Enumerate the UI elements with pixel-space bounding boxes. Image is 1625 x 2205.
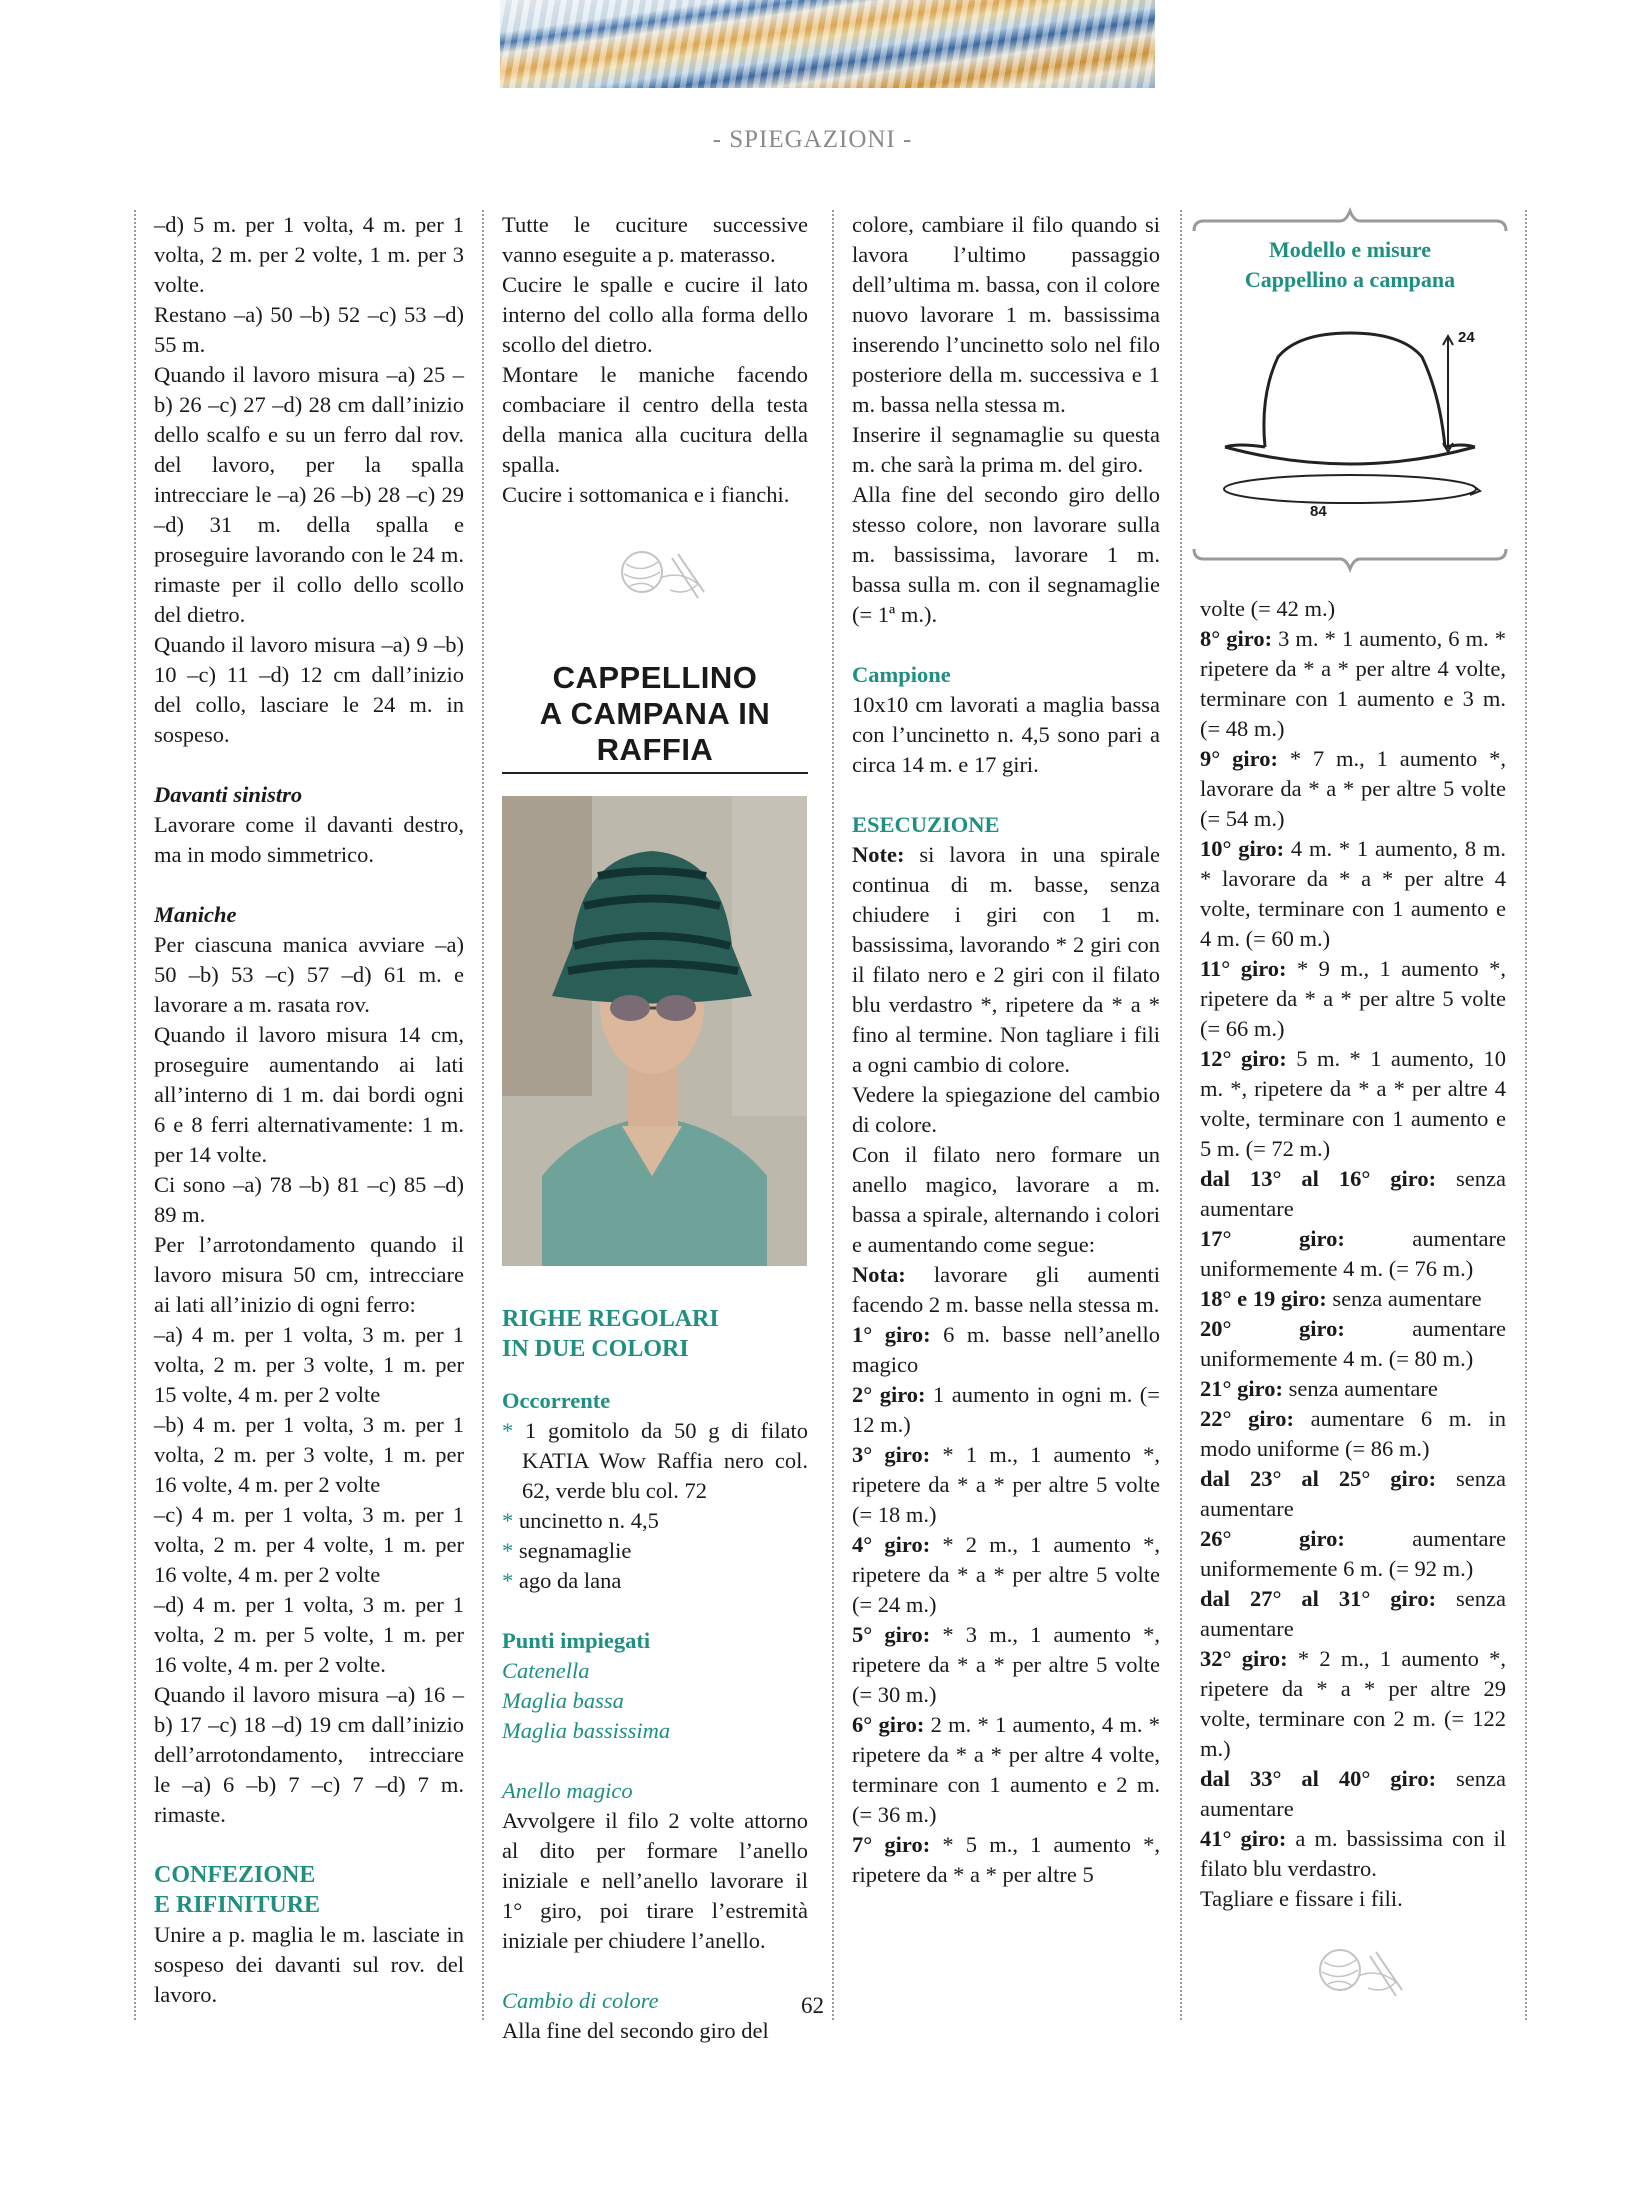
round-instruction: [1200, 1404, 1506, 1464]
list-item: * 1 gomitolo da 50 g di filato KATIA Wow Raffia nero col. 62, verde blu col. 72: [502, 1418, 809, 1503]
round-instruction: [1200, 1044, 1506, 1164]
pattern-title-line-1: CAPPELLINO: [552, 660, 758, 695]
subheading-anello: Anello magico: [502, 1778, 633, 1803]
round-label: 12° giro:: [1200, 1046, 1287, 1071]
stitch-name: Maglia bassissima: [502, 1718, 671, 1743]
paragraph: Quando il lavoro misura –a) 16 –b) 17 –c) 18 –d) 19 cm dall’inizio dell’arrotondamento, intrecciare le –a) 6 –b) 7 –c) 7 –d) 7 m. rimaste.: [154, 1682, 464, 1827]
section-title: - SPIEGAZIONI -: [712, 126, 913, 153]
subheading-cambio: Cambio di colore: [502, 1988, 659, 2013]
column-rule: [1525, 210, 1527, 2020]
round-text: senza aumentare: [1200, 1586, 1506, 1641]
round-instruction: [852, 1530, 1160, 1620]
column-3: [852, 210, 1160, 1890]
model-box-title: [1190, 235, 1510, 295]
round-label: 1° giro:: [852, 1322, 931, 1347]
paragraph: Cucire i sottomanica e i fianchi.: [502, 482, 790, 507]
round-label: 4° giro:: [852, 1532, 931, 1557]
round-instruction: [1200, 1464, 1506, 1524]
round-instruction: [852, 1830, 1160, 1890]
round-text: senza aumentare: [1282, 1376, 1438, 1401]
heading-rifiniture: E RIFINITURE: [154, 1892, 321, 1918]
dimension-height: 24: [1458, 329, 1475, 346]
round-label: 41° giro:: [1200, 1826, 1287, 1851]
round-label: 9° giro:: [1200, 746, 1278, 771]
paragraph: Quando il lavoro misura –a) 25 –b) 26 –c) 27 –d) 28 cm dall’inizio dello scalfo e su un ferro dal rov. del lavoro, per la spalla intrecciare le –a) 26 –b) 28 –c) 29 –d) 31 m. della spalla e proseguire lavorando con le 24 m. rimaste per il collo dello scollo del dietro.: [154, 362, 464, 627]
heading-due-colori: IN DUE COLORI: [502, 1336, 689, 1362]
round-text: 2 m. * 1 aumento, 4 m. * ripetere da * a * per altre 4 volte, terminare con 1 aumento e 2 m. (= 36 m.): [852, 1712, 1161, 1827]
paragraph: colore, cambiare il filo quando si lavora l’ultimo passaggio dell’ultima m. bassa, con il colore nuovo lavorare 1 m. bassissima inserendo l’uncinetto solo nel filo posteriore della m. successiva e 1 m. bassa nella stessa m.: [852, 212, 1160, 417]
stitch-name: Catenella: [502, 1658, 590, 1683]
round-label: 20° giro:: [1200, 1316, 1345, 1341]
round-label: 10° giro:: [1200, 836, 1285, 861]
round-text: * 7 m., 1 aumento *, lavorare da * a * per altre 5 volte (= 54 m.): [1200, 746, 1507, 831]
paragraph: [852, 840, 1160, 1080]
list-item: * uncinetto n. 4,5: [502, 1508, 659, 1533]
round-text: * 2 m., 1 aumento *, ripetere da * a * per altre 5 volte (= 24 m.): [852, 1532, 1160, 1617]
round-text: aumentare uniformemente 6 m. (= 92 m.): [1200, 1526, 1506, 1581]
title-underline: [502, 772, 808, 774]
paragraph: –c) 4 m. per 1 volta, 3 m. per 1 volta, 2 m. per 4 volte, 1 m. per 16 volte, 4 m. per 2 volte: [154, 1502, 464, 1587]
paragraph: Alla fine del secondo giro del: [502, 2018, 769, 2043]
round-label: 17° giro:: [1200, 1226, 1345, 1251]
round-label: 5° giro:: [852, 1622, 931, 1647]
paragraph: Per ciascuna manica avviare –a) 50 –b) 53 –c) 57 –d) 61 m. e lavorare a m. rasata rov.: [154, 932, 464, 1017]
round-text: senza aumentare: [1200, 1766, 1506, 1821]
column-rule: [832, 210, 834, 2020]
round-text: senza aumentare: [1200, 1166, 1506, 1221]
list-item: * ago da lana: [502, 1568, 622, 1593]
round-label: 2° giro:: [852, 1382, 926, 1407]
paragraph: Per l’arrotondamento quando il lavoro misura 50 cm, intrecciare ai lati all’inizio di ogni ferro:: [154, 1232, 464, 1317]
round-instruction: [1200, 1314, 1506, 1374]
stitch-name: Maglia bassa: [502, 1688, 624, 1713]
yarn-ball-ornament: [502, 540, 808, 610]
paragraph: –d) 5 m. per 1 volta, 4 m. per 1 volta, 2 m. per 2 volte, 1 m. per 3 volte.: [154, 212, 464, 297]
round-text: * 1 m., 1 aumento *, ripetere da * a * per altre 5 volte (= 18 m.): [852, 1442, 1160, 1527]
round-instruction: [852, 1440, 1160, 1530]
round-instruction: [852, 1710, 1160, 1830]
paragraph: Ci sono –a) 78 –b) 81 –c) 85 –d) 89 m.: [154, 1172, 464, 1227]
column-rule: [482, 210, 484, 2020]
heading-righe: RIGHE REGOLARI: [502, 1306, 719, 1332]
round-text: aumentare uniformemente 4 m. (= 76 m.): [1200, 1226, 1506, 1281]
list-item-text: ago da lana: [518, 1568, 622, 1593]
subheading-davanti-sinistro: Davanti sinistro: [154, 782, 303, 807]
list-item-text: segnamaglie: [518, 1538, 632, 1563]
subheading-occorrente: Occorrente: [502, 1388, 611, 1413]
round-label: 21° giro:: [1200, 1376, 1283, 1401]
dimension-width: 84: [1310, 503, 1327, 520]
column-rule: [1180, 210, 1182, 2020]
round-text: * 5 m., 1 aumento *, ripetere da * a * per altre 5: [852, 1832, 1160, 1887]
paragraph: Lavorare come il davanti destro, ma in modo simmetrico.: [154, 812, 464, 867]
paragraph: –b) 4 m. per 1 volta, 3 m. per 1 volta, 2 m. per 3 volte, 1 m. per 16 volte, 4 m. per 2 volte: [154, 1412, 464, 1497]
round-text: aumentare uniformemente 4 m. (= 80 m.): [1200, 1316, 1506, 1371]
paragraph: 10x10 cm lavorati a maglia bassa con l’uncinetto n. 4,5 sono pari a circa 14 m. e 17 giri.: [852, 692, 1160, 777]
round-label: 22° giro:: [1200, 1406, 1294, 1431]
page-number: 62: [801, 1993, 824, 2018]
note-text: lavorare gli aumenti facendo 2 m. basse nella stessa m.: [852, 1262, 1160, 1317]
note-text: si lavora in una spirale continua di m. basse, senza chiudere i giri con 1 m. bassissima, lavorando * 2 giri con il filato nero e 2 giri con il filato blu verdastro *, ripetere da * a * fino al termine. Non tagliare i fili a ogni cambio di colore.: [852, 842, 1160, 1077]
paragraph: Unire a p. maglia le m. lasciate in sospeso dei davanti sul rov. del lavoro.: [154, 1922, 464, 2007]
round-text: * 2 m., 1 aumento *, ripetere da * a * per altre 29 volte, terminare con 2 m. (= 122 m.): [1200, 1646, 1506, 1761]
column-rule: [134, 210, 136, 2020]
round-text: * 9 m., 1 aumento *, ripetere da * a * per altre 5 volte (= 66 m.): [1200, 956, 1506, 1041]
round-instruction: [1200, 744, 1506, 834]
paragraph: Tagliare e fissare i fili.: [1200, 1886, 1403, 1911]
list-item-text: 1 gomitolo da 50 g di filato KATIA Wow Raffia nero col. 62, verde blu col. 72: [522, 1418, 809, 1503]
round-instruction: [1200, 624, 1506, 744]
round-label: 11° giro:: [1200, 956, 1287, 981]
list-item: * segnamaglie: [502, 1538, 632, 1563]
model-box-title-line-2: Cappellino a campana: [1244, 267, 1456, 292]
list-item-text: uncinetto n. 4,5: [518, 1508, 659, 1533]
paragraph: Alla fine del secondo giro dello stesso colore, non lavorare sulla m. bassissima, lavorare 1 m. bassa sulla m. con il segnamaglie (= 1ª m.).: [852, 482, 1160, 627]
round-text: 4 m. * 1 aumento, 8 m. * lavorare da * a * per altre 4 volte, terminare con 1 aumento e 4 m. (= 60 m.): [1200, 836, 1507, 951]
round-instruction: [1200, 1224, 1506, 1284]
round-label: 18° e 19 giro:: [1200, 1286, 1327, 1311]
paragraph: Con il filato nero formare un anello magico, lavorare a m. bassa a spirale, alternando i colori e aumentando come segue:: [852, 1142, 1160, 1257]
heading-confezione: CONFEZIONE: [154, 1862, 316, 1888]
round-instruction: [1200, 1584, 1506, 1644]
round-instruction: [1200, 1524, 1506, 1584]
round-label: dal 13° al 16° giro:: [1200, 1166, 1437, 1191]
paragraph: Cucire le spalle e cucire il lato interno del collo alla forma dello scollo del dietro.: [502, 272, 808, 357]
round-label: 3° giro:: [852, 1442, 931, 1467]
paragraph: volte (= 42 m.): [1200, 596, 1336, 621]
paragraph: [852, 1260, 1160, 1320]
round-text: 6 m. basse nell’anello magico: [852, 1322, 1160, 1377]
round-label: 8° giro:: [1200, 626, 1273, 651]
round-text: aumentare 6 m. in modo uniforme (= 86 m.): [1200, 1406, 1506, 1461]
round-label: 32° giro:: [1200, 1646, 1288, 1671]
round-text: senza aumentare: [1200, 1466, 1506, 1521]
column-1: [154, 210, 464, 2010]
round-instruction: [1200, 1374, 1506, 1404]
round-text: senza aumentare: [1326, 1286, 1482, 1311]
round-label: 6° giro:: [852, 1712, 925, 1737]
column-4: [1200, 594, 1506, 2020]
round-instruction: [1200, 834, 1506, 954]
model-box-title-line-1: Modello e misure: [1268, 237, 1432, 262]
paragraph: Restano –a) 50 –b) 52 –c) 53 –d) 55 m.: [154, 302, 464, 357]
round-instruction: [1200, 1164, 1506, 1224]
pattern-title-line-2: A CAMPANA IN RAFFIA: [539, 696, 771, 767]
paragraph: –a) 4 m. per 1 volta, 3 m. per 1 volta, 2 m. per 3 volte, 1 m. per 15 volte, 4 m. per 2 volte: [154, 1322, 464, 1407]
round-text: 1 aumento in ogni m. (= 12 m.): [852, 1382, 1160, 1437]
model-photo: [502, 796, 807, 1266]
round-instruction: [1200, 1644, 1506, 1764]
note-label: Nota:: [852, 1262, 906, 1287]
heading-esecuzione: ESECUZIONE: [852, 812, 1000, 837]
knit-banner-image: [500, 0, 1155, 88]
round-label: 26° giro:: [1200, 1526, 1345, 1551]
subheading-maniche: Maniche: [154, 902, 237, 927]
note-label: Note:: [852, 842, 905, 867]
round-instruction: [852, 1320, 1160, 1380]
round-instruction: [1200, 954, 1506, 1044]
paragraph: Avvolgere il filo 2 volte attorno al dito per formare l’anello iniziale e nell’anello lavorare il 1° giro, poi tirare l’estremità iniziale per chiudere l’anello.: [502, 1808, 808, 1953]
round-instruction: [852, 1620, 1160, 1710]
round-text: 5 m. * 1 aumento, 10 m. *, ripetere da * a * per altre 4 volte, terminare con 1 aumento e 5 m. (= 72 m.): [1200, 1046, 1506, 1161]
round-instruction: [852, 1380, 1160, 1440]
round-text: * 3 m., 1 aumento *, ripetere da * a * per altre 5 volte (= 30 m.): [852, 1622, 1160, 1707]
round-label: dal 23° al 25° giro:: [1200, 1466, 1437, 1491]
column-2: [502, 210, 808, 2046]
subheading-campione: Campione: [852, 662, 951, 687]
round-label: dal 27° al 31° giro:: [1200, 1586, 1437, 1611]
round-instruction: [1200, 1824, 1506, 1884]
round-instruction: [1200, 1284, 1506, 1314]
paragraph: Tutte le cuciture successive vanno eseguite a p. materasso.: [502, 212, 808, 267]
paragraph: –d) 4 m. per 1 volta, 3 m. per 1 volta, 2 m. per 5 volte, 1 m. per 16 volte, 4 m. per 2 volte.: [154, 1592, 464, 1677]
paragraph: Quando il lavoro misura –a) 9 –b) 10 –c) 11 –d) 12 cm dall’inizio del collo, lasciare le 24 m. in sospeso.: [154, 632, 464, 747]
subheading-punti: Punti impiegati: [502, 1628, 651, 1653]
paragraph: Vedere la spiegazione del cambio di colore.: [852, 1082, 1160, 1137]
round-label: 7° giro:: [852, 1832, 931, 1857]
paragraph: Quando il lavoro misura 14 cm, proseguire aumentando ai lati all’interno di 1 m. dai bordi ogni 6 e 8 ferri alternativamente: 1 m. per 14 volte.: [154, 1022, 464, 1167]
round-text: 3 m. * 1 aumento, 6 m. * ripetere da * a * per altre 4 volte, terminare con 1 aumento e 3 m. (= 48 m.): [1200, 626, 1506, 741]
paragraph: Montare le maniche facendo combaciare il centro della testa della manica alla cucitura della spalla.: [502, 362, 808, 477]
round-label: dal 33° al 40° giro:: [1200, 1766, 1437, 1791]
model-measurements-box: [1190, 205, 1510, 575]
round-text: a m. bassissima con il filato blu verdastro.: [1200, 1826, 1506, 1881]
paragraph: Inserire il segnamaglie su questa m. che sarà la prima m. del giro.: [852, 422, 1160, 477]
round-instruction: [1200, 1764, 1506, 1824]
